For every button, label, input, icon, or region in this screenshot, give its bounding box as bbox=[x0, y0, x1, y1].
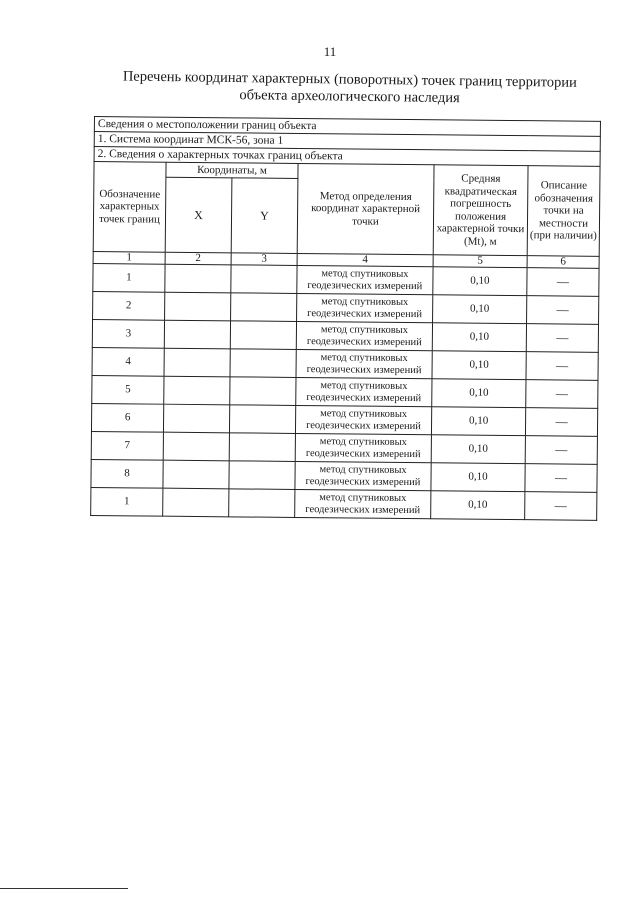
column-number: 5 bbox=[433, 255, 527, 268]
cell-error: 0,10 bbox=[433, 267, 527, 296]
cell-description: — bbox=[526, 352, 598, 381]
cell-point: 6 bbox=[91, 403, 163, 432]
location-section-label: Сведения о местоположении границ объекта bbox=[94, 117, 600, 137]
cell-x bbox=[163, 432, 229, 461]
header-x: X bbox=[165, 177, 232, 253]
cell-point: 7 bbox=[91, 431, 163, 460]
cell-y bbox=[231, 293, 297, 322]
cell-x bbox=[165, 292, 231, 321]
header-point-designation: Обозначение характерных точек границ bbox=[93, 162, 166, 253]
cell-x bbox=[165, 264, 231, 293]
cell-description: — bbox=[525, 436, 597, 465]
cell-y bbox=[230, 349, 296, 378]
cell-method: метод спутниковых геодезических измерений bbox=[296, 349, 432, 378]
cell-y bbox=[231, 265, 297, 294]
cell-y bbox=[229, 461, 295, 490]
cell-y bbox=[229, 433, 295, 462]
column-number: 3 bbox=[231, 253, 297, 266]
header-error: Средняя квадратическая погрешность положения характерной точки (Mt), м bbox=[433, 165, 528, 256]
points-section-label: 2. Сведения о характерных точках границ объекта bbox=[94, 147, 600, 167]
cell-method: метод спутниковых геодезических измерений bbox=[297, 265, 433, 294]
column-number: 1 bbox=[93, 251, 165, 264]
cell-point: 2 bbox=[93, 291, 165, 320]
cell-point: 5 bbox=[92, 375, 164, 404]
column-number: 2 bbox=[165, 252, 231, 265]
cell-description: — bbox=[525, 408, 597, 437]
cell-description: — bbox=[527, 296, 599, 325]
title-line-1: Перечень координат характерных (поворотных) точек границ территории bbox=[122, 68, 577, 91]
coordinates-table bbox=[90, 116, 601, 521]
cell-method: метод спутниковых геодезических измерений bbox=[295, 433, 431, 462]
cell-error: 0,10 bbox=[431, 435, 525, 464]
cell-method: метод спутниковых геодезических измерений bbox=[296, 377, 432, 406]
title-line-2: объекта археологического наследия bbox=[239, 87, 460, 107]
cell-point: 1 bbox=[91, 487, 163, 516]
coordinates-table-wrap bbox=[90, 116, 600, 521]
cell-error: 0,10 bbox=[433, 295, 527, 324]
cell-x bbox=[164, 320, 230, 349]
cell-description: — bbox=[526, 324, 598, 353]
cell-error: 0,10 bbox=[432, 379, 526, 408]
cell-x bbox=[164, 348, 230, 377]
cell-y bbox=[229, 405, 295, 434]
cell-point: 4 bbox=[92, 347, 164, 376]
cell-method: метод спутниковых геодезических измерений bbox=[295, 461, 431, 490]
cell-y bbox=[230, 321, 296, 350]
cell-error: 0,10 bbox=[432, 351, 526, 380]
coord-system-label: 1. Система координат МСК-56, зона 1 bbox=[94, 132, 600, 152]
cell-method: метод спутниковых геодезических измерений bbox=[297, 293, 433, 322]
header-y: Y bbox=[231, 178, 298, 254]
cell-point: 8 bbox=[91, 459, 163, 488]
cell-y bbox=[229, 489, 295, 518]
cell-description: — bbox=[527, 268, 599, 297]
table-row bbox=[91, 487, 597, 520]
header-method: Метод определения координат характерной точки bbox=[297, 163, 434, 254]
cell-x bbox=[163, 488, 229, 517]
cell-method: метод спутниковых геодезических измерений bbox=[295, 405, 431, 434]
cell-method: метод спутниковых геодезических измерений bbox=[295, 489, 431, 518]
cell-point: 1 bbox=[93, 263, 165, 292]
cell-error: 0,10 bbox=[431, 407, 525, 436]
cell-error: 0,10 bbox=[431, 491, 525, 520]
header-description: Описание обозначения точки на местности (при наличии) bbox=[527, 166, 600, 257]
footer-rule bbox=[0, 888, 128, 889]
cell-x bbox=[163, 404, 229, 433]
cell-error: 0,10 bbox=[431, 463, 525, 492]
cell-method: метод спутниковых геодезических измерений bbox=[296, 321, 432, 350]
document-title bbox=[90, 68, 610, 109]
cell-y bbox=[230, 377, 296, 406]
column-number: 4 bbox=[297, 253, 433, 266]
cell-description: — bbox=[526, 380, 598, 409]
cell-x bbox=[164, 376, 230, 405]
cell-description: — bbox=[525, 492, 597, 521]
cell-x bbox=[163, 460, 229, 489]
page-number: 11 bbox=[323, 44, 337, 59]
cell-error: 0,10 bbox=[432, 323, 526, 352]
cell-description: — bbox=[525, 464, 597, 493]
cell-point: 3 bbox=[92, 319, 164, 348]
header-coordinates: Координаты, м bbox=[166, 162, 298, 178]
column-number: 6 bbox=[527, 256, 599, 269]
